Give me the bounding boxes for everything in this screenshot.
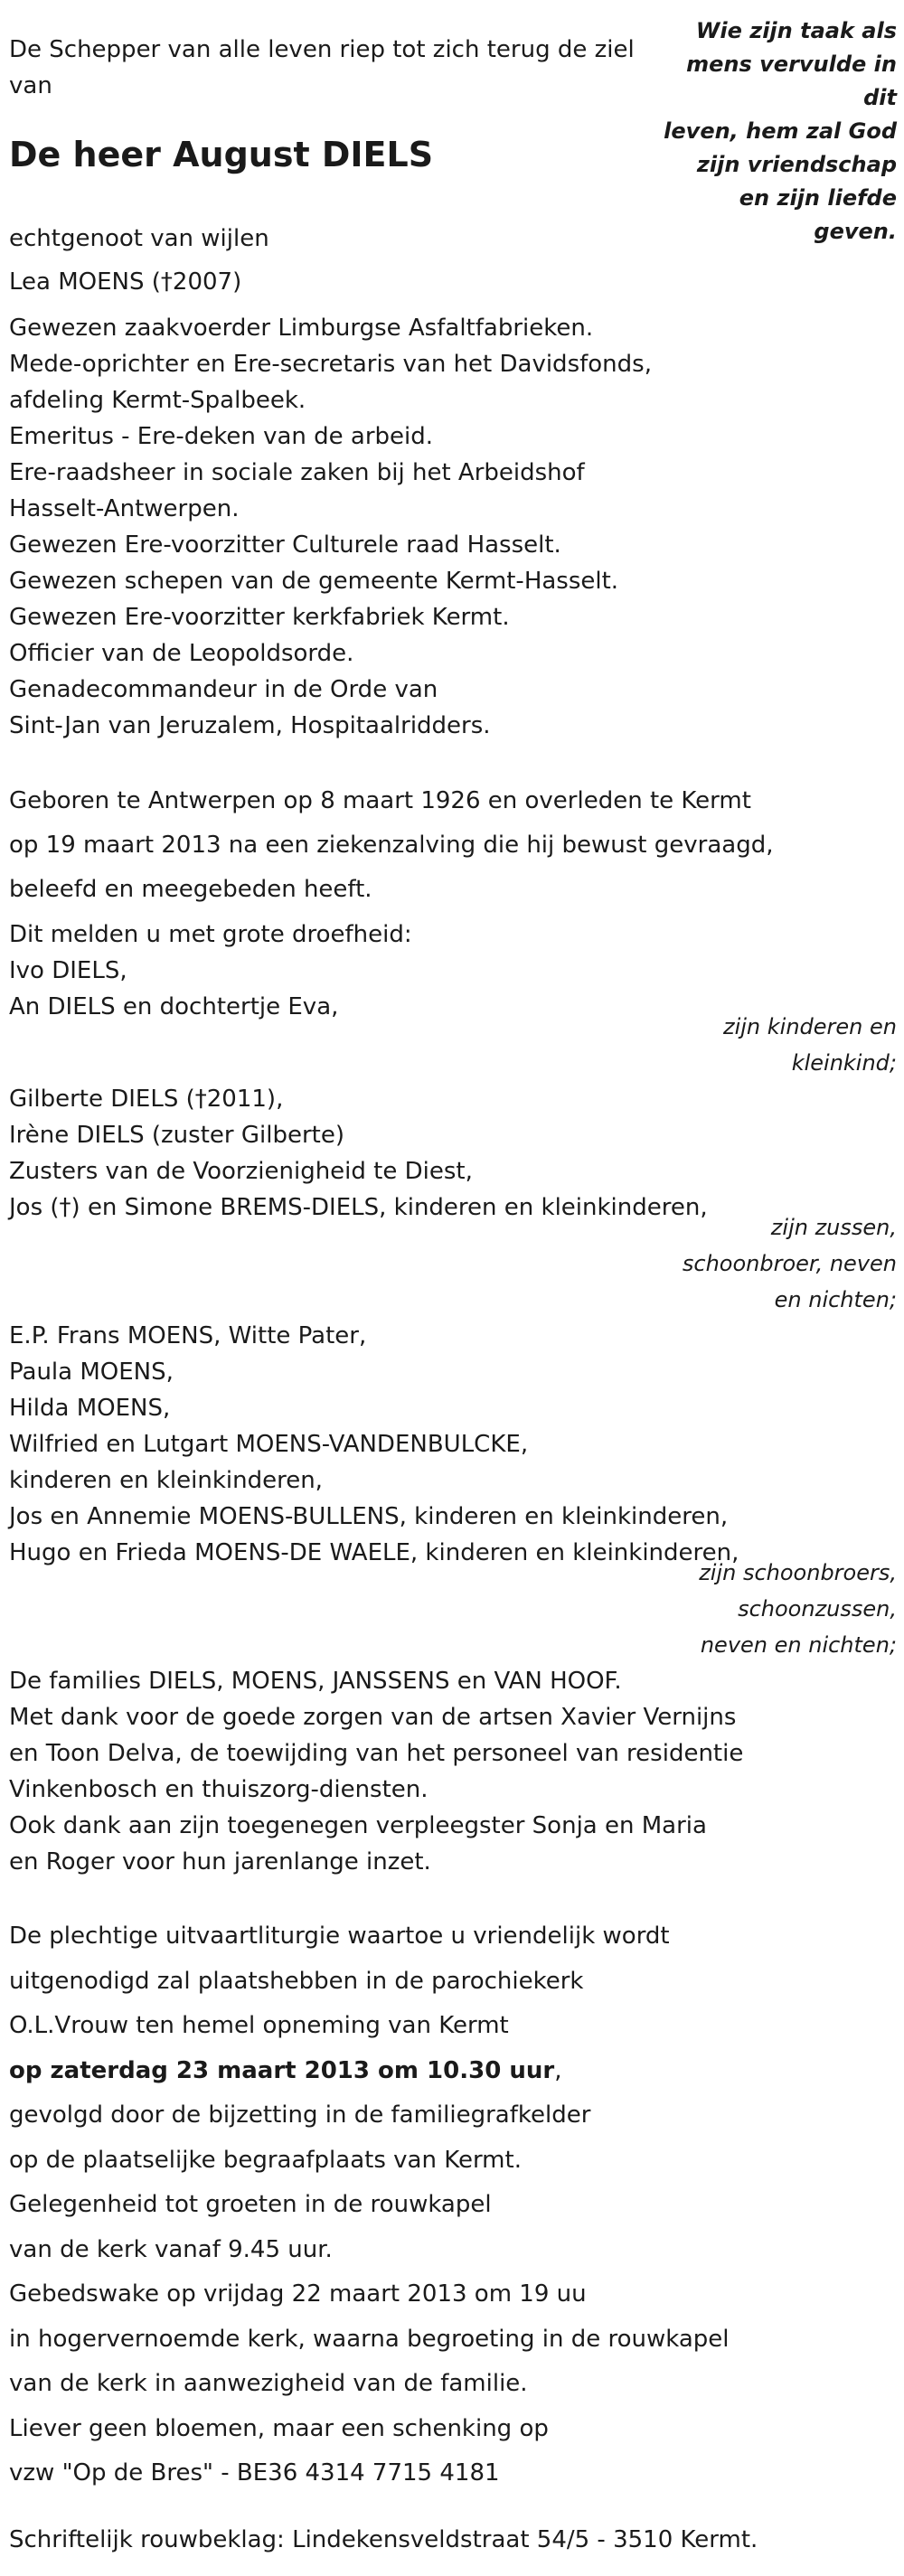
relative-line: Hilda MOENS, (9, 1395, 171, 1422)
relation-label: kleinkind; (791, 1050, 897, 1076)
announcement: Dit melden u met grote droefheid: (9, 921, 412, 948)
birth-death-line: beleefd en meegebeden heeft. (9, 876, 372, 903)
ceremony-line: Liever geen bloemen, maar een schenking op (9, 2415, 549, 2442)
function-line: Officier van de Leopoldsorde. (9, 640, 354, 667)
ceremony-line: gevolgd door de bijzetting in de familiegrafkelder (9, 2101, 591, 2129)
relation-label: en nichten; (774, 1287, 897, 1312)
quote-line: zijn vriendschap (696, 152, 897, 177)
condolence-address: Schriftelijk rouwbeklag: Lindekensveldstraat 54/5 - 3510 Kermt. (9, 2526, 758, 2553)
relative-line: Jos (†) en Simone BREMS-DIELS, kinderen en kleinkinderen, (9, 1194, 708, 1221)
birth-death-line: op 19 maart 2013 na een ziekenzalving die hij bewust gevraagd, (9, 832, 774, 859)
birth-death-line: Geboren te Antwerpen op 8 maart 1926 en overleden te Kermt (9, 787, 751, 814)
function-line: Emeritus - Ere-deken van de arbeid. (9, 423, 434, 450)
thanks-line: en Toon Delva, de toewijding van het personeel van residentie (9, 1740, 744, 1767)
function-line: Hasselt-Antwerpen. (9, 495, 240, 522)
function-line: Gewezen zaakvoerder Limburgse Asfaltfabrieken. (9, 315, 594, 342)
spouse-line: Lea MOENS (†2007) (9, 268, 242, 296)
ceremony-line: van de kerk vanaf 9.45 uur. (9, 2236, 333, 2263)
relation-label: schoonbroer, neven (682, 1251, 897, 1276)
function-line: Ere-raadsheer in sociale zaken bij het Arbeidshof (9, 459, 585, 486)
quote-line: geven. (814, 219, 897, 244)
function-line: Gewezen Ere-voorzitter Culturele raad Hasselt. (9, 531, 561, 559)
quote-line: en zijn liefde (739, 185, 897, 211)
relation-label: zijn zussen, (770, 1215, 897, 1240)
ceremony-line: O.L.Vrouw ten hemel opneming van Kermt (9, 2012, 509, 2039)
memorial-quote (644, 14, 897, 249)
relation-label: schoonzussen, (738, 1596, 897, 1622)
quote-line: Wie zijn taak als (695, 18, 897, 43)
intro-line: De Schepper van alle leven riep tot zich terug de ziel (9, 36, 635, 63)
function-line: afdeling Kermt-Spalbeek. (9, 387, 306, 414)
relative-line: Ivo DIELS, (9, 957, 127, 984)
function-line: Sint-Jan van Jeruzalem, Hospitaalridders. (9, 712, 491, 739)
relative-line: Irène DIELS (zuster Gilberte) (9, 1122, 344, 1149)
quote-line: leven, hem zal God (664, 118, 897, 144)
ceremony-date-punct: , (554, 2057, 562, 2084)
function-line: Gewezen Ere-voorzitter kerkfabriek Kermt. (9, 604, 510, 631)
relative-line: E.P. Frans MOENS, Witte Pater, (9, 1322, 367, 1349)
relative-line: kinderen en kleinkinderen, (9, 1467, 323, 1494)
quote-line: dit (863, 85, 897, 110)
relative-line: Jos en Annemie MOENS-BULLENS, kinderen en kleinkinderen, (9, 1503, 729, 1530)
ceremony-date-line (9, 2053, 561, 2089)
relative-line: Hugo en Frieda MOENS-DE WAELE, kinderen en kleinkinderen, (9, 1539, 739, 1566)
thanks-line: en Roger voor hun jarenlange inzet. (9, 1848, 431, 1876)
ceremony-line: op de plaatselijke begraafplaats van Kermt. (9, 2147, 522, 2174)
intro-line: van (9, 72, 52, 99)
ceremony-line: Gelegenheid tot groeten in de rouwkapel (9, 2191, 492, 2218)
relative-line: Gilberte DIELS (†2011), (9, 1086, 284, 1113)
relative-line: Wilfried en Lutgart MOENS-VANDENBULCKE, (9, 1431, 529, 1458)
relation-label: zijn schoonbroers, (699, 1560, 897, 1585)
families-line: De families DIELS, MOENS, JANSSENS en VAN HOOF. (9, 1668, 622, 1695)
ceremony-line: De plechtige uitvaartliturgie waartoe u vriendelijk wordt (9, 1923, 670, 1950)
ceremony-line: Gebedswake op vrijdag 22 maart 2013 om 19 uu (9, 2280, 587, 2308)
spouse-line: echtgenoot van wijlen (9, 225, 269, 252)
deceased-name: De heer August DIELS (9, 135, 434, 174)
ceremony-line: van de kerk in aanwezigheid van de familie. (9, 2370, 528, 2397)
ceremony-line: vzw "Op de Bres" - BE36 4314 7715 4181 (9, 2459, 500, 2487)
function-line: Genadecommandeur in de Orde van (9, 676, 438, 703)
function-line: Mede-oprichter en Ere-secretaris van het Davidsfonds, (9, 351, 652, 378)
ceremony-line: in hogervernoemde kerk, waarna begroeting in de rouwkapel (9, 2326, 730, 2353)
relative-line: Zusters van de Voorzienigheid te Diest, (9, 1158, 473, 1185)
thanks-line: Vinkenbosch en thuiszorg-diensten. (9, 1776, 428, 1803)
thanks-line: Ook dank aan zijn toegenegen verpleegster Sonja en Maria (9, 1812, 707, 1839)
thanks-line: Met dank voor de goede zorgen van de artsen Xavier Vernijns (9, 1704, 737, 1731)
relation-label: zijn kinderen en (723, 1014, 897, 1039)
relative-line: Paula MOENS, (9, 1359, 174, 1386)
relative-line: An DIELS en dochtertje Eva, (9, 993, 339, 1020)
ceremony-line: uitgenodigd zal plaatshebben in de parochiekerk (9, 1968, 584, 1995)
ceremony-date: op zaterdag 23 maart 2013 om 10.30 uur (9, 2057, 555, 2084)
relation-label: neven en nichten; (700, 1632, 897, 1658)
quote-line: mens vervulde in (686, 52, 897, 77)
function-line: Gewezen schepen van de gemeente Kermt-Hasselt. (9, 568, 619, 595)
